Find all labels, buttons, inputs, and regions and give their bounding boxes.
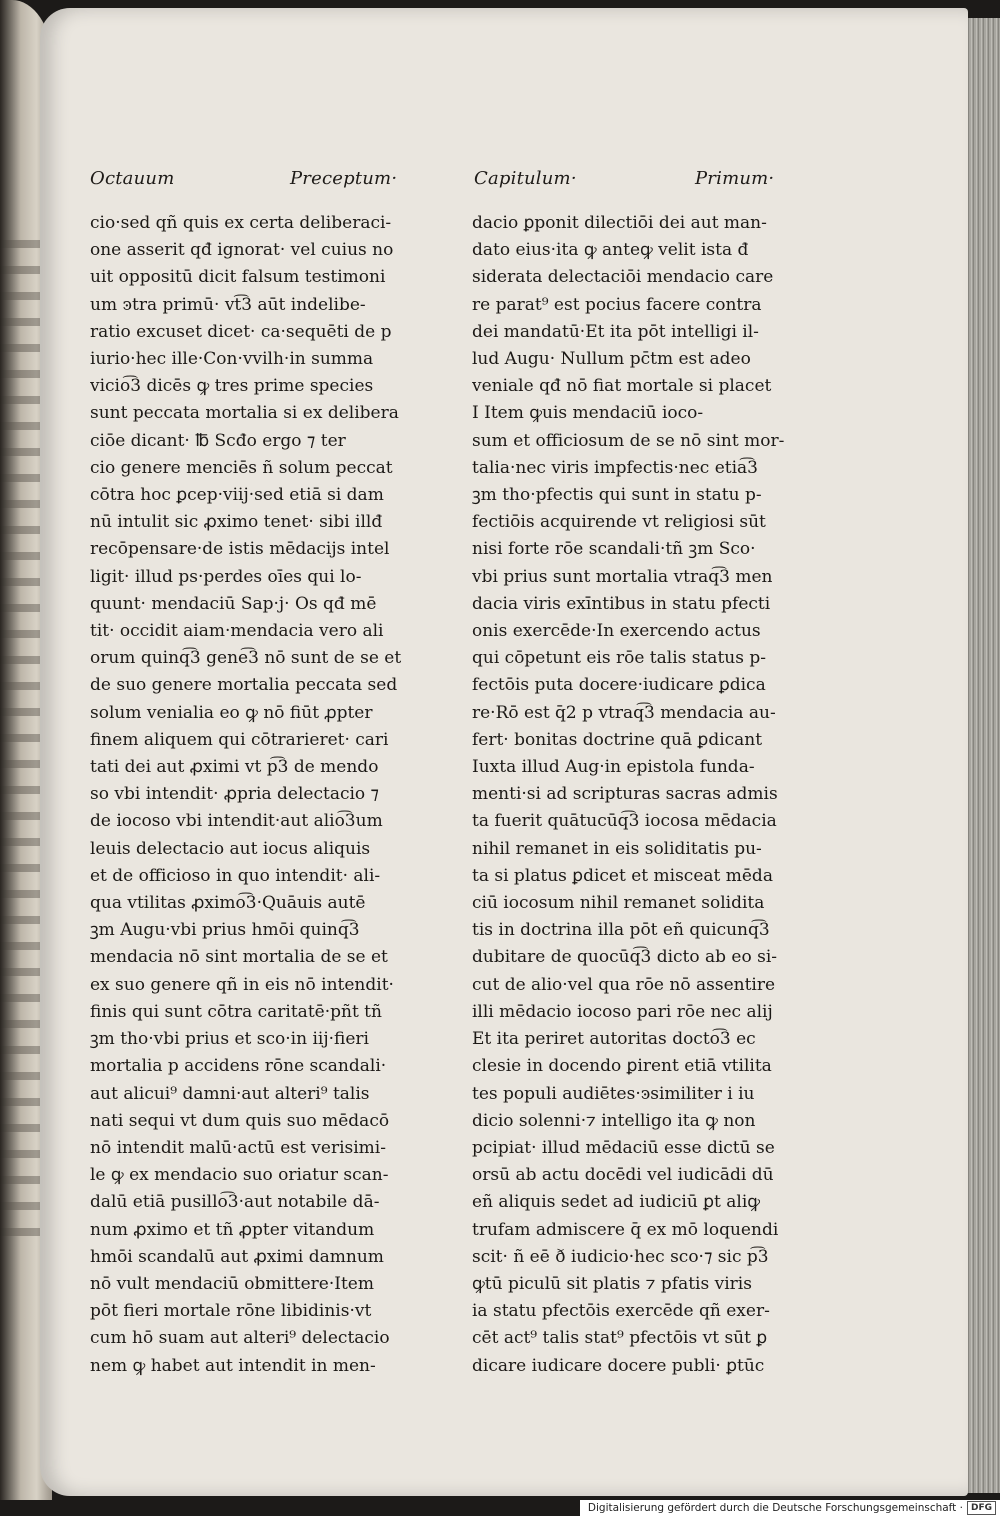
right-column-line: ciū iocosum nihil remanet solidita [472,893,765,914]
right-column-line: orsū ab actu docēdi vel iudicādi dū [472,1165,774,1186]
right-column-line: dacia viris exīntibus in statu pfecti [472,593,771,614]
left-column-line: ex suo genere qñ in eis nō intendit· [90,974,394,995]
left-column-line: so vbi intendit· ꝓpria delectacio ⁊ [90,784,379,805]
dfg-logo: DFG [967,1501,996,1515]
right-column-line: ꝙtū piculū sit platis ⁊ pfatis viris [472,1273,752,1294]
right-column-line: ꝫm tho·pfectis qui sunt in statu p- [472,485,762,506]
left-column-line: um ͽtra primū· vt͡3 aūt indelibe- [90,294,366,315]
right-column-line: fectiōis acquirende vt religiosi sūt [472,512,766,533]
left-column-line: ꝫm Augu·vbi prius hmōi quinq͡3 [90,920,360,941]
right-column-line: nihil remanet in eis soliditatis pu- [472,838,762,859]
right-column-line: trufam admiscere q̄ ex mō loquendi [472,1219,779,1240]
right-column-line: dei mandatū·Et ita pōt intelligi il- [472,321,759,342]
right-column-line: cut de alio·vel qua rōe nō assentire [472,974,776,995]
right-column-line: Et ita periret autoritas docto͡3 ec [472,1029,756,1050]
left-column-line: hmōi scandalū aut ꝓximi damnum [90,1246,384,1267]
left-column-line: sunt peccata mortalia si ex delibera [90,403,399,424]
right-column-line: ia statu pfectōis exercēde qñ exer- [472,1301,770,1322]
left-column-line: mortalia p accidens rōne scandali· [90,1056,387,1077]
left-column-line: vicio͡3 dicēs ꝙ tres prime species [90,376,374,397]
left-column-line: qua vtilitas ꝓximo͡3·Quāuis autē [90,893,366,914]
right-column-line: sum et officiosum de se nō sint mor- [472,430,785,451]
right-column-line: re parat⁹ est pocius facere contra [472,294,762,315]
right-column-line: cēt act⁹ talis stat⁹ pfectōis vt sūt ꝑ [472,1328,768,1349]
right-text-column [472,210,812,1380]
right-column-line: qui cōpetunt eis rōe talis status p- [472,648,766,669]
right-column-line: tis in doctrina illa pōt eñ quicunq͡3 [472,920,770,941]
right-column-line: nisi forte rōe scandali·tñ ꝫm Sco· [472,539,756,560]
left-column-line: num ꝓximo et tñ ꝓpter vitandum [90,1219,375,1240]
right-column-line: ta si platus ꝑdicet et misceat mēda [472,865,773,886]
left-column-line: et de officioso in quo intendit· ali- [90,865,381,886]
left-column-line: dalū etiā pusillo͡3·aut notabile dā- [90,1192,380,1213]
left-column-line: mendacia nō sint mortalia de se et [90,947,388,968]
right-column-line: Iuxta illud Aug·in epistola funda- [472,757,755,778]
left-column-line: cum hō suam aut alteri⁹ delectacio [90,1328,390,1349]
running-head-capitulum: Capitulum· [474,168,577,189]
left-column-line: de suo genere mortalia peccata sed [90,675,398,696]
right-column-line: talia·nec viris impfectis·nec etia͡3 [472,457,758,478]
right-column-line: eñ aliquis sedet ad iudiciū ꝑt aliꝙ [472,1192,761,1213]
right-column-line: siderata delectaciōi mendacio care [472,267,774,288]
left-column-line: nō intendit malū·actū est verisimi- [90,1137,386,1158]
running-head-preceptum: Preceptum· [290,168,398,189]
left-column-line: quunt· mendaciū Sap·j· Os qđ mē [90,593,377,614]
left-column-line: nati sequi vt dum quis suo mēdacō [90,1110,390,1131]
right-column-line: fectōis puta docere·iudicare ꝑdica [472,675,766,696]
right-column-line: onis exercēde·In exercendo actus [472,621,761,642]
left-column-line: finem aliquem qui cōtrarieret· cari [90,729,389,750]
left-column-line: solum venialia eo ꝙ nō fiūt ꝓpter [90,702,373,723]
running-head-octauum: Octauum [90,168,175,189]
right-column-line: illi mēdacio iocoso pari rōe nec alij [472,1001,773,1022]
right-column-line: dicare iudicare docere publi· ꝑtūc [472,1355,765,1376]
right-column-line: menti·si ad scripturas sacras admis [472,784,778,805]
left-column-line: one asserit qđ ignorat· vel cuius no [90,240,394,261]
right-column-line: dato eius·ita ꝙ anteꝙ velit ista đ [472,240,749,261]
left-column-line: ratio excuset dicet· ca·sequēti de p [90,321,392,342]
left-column-line: tit· occidit aiam·mendacia vero ali [90,621,384,642]
left-column-line: tati dei aut ꝓximi vt p͡3 de mendo [90,757,379,778]
running-head-primum: Primum· [695,168,775,189]
right-column-line: fert· bonitas doctrine quā ꝑdicant [472,729,763,750]
right-column-line: re·Rō est q̄2 p vtraq͡3 mendacia au- [472,702,776,723]
left-text-column [90,210,430,1380]
left-column-line: cio·sed qñ quis ex certa deliberaci- [90,213,392,233]
right-column-line: lud Augu· Nullum pc̄tm est adeo [472,349,751,370]
left-column-line: le ꝙ ex mendacio suo oriatur scan- [90,1165,389,1186]
right-column-line: vbi prius sunt mortalia vtraq͡3 men [472,566,773,587]
left-column-line: finis qui sunt cōtra caritatē·pñt tñ [90,1001,382,1022]
right-column-line: tes populi audiētes·ͽsimiliter i iu [472,1083,755,1104]
right-column-line: scit· ñ eē ð iudicio·hec sco·⁊ sic p͡3 [472,1246,769,1267]
left-column-line: pōt fieri mortale rōne libidinis·vt [90,1301,372,1322]
left-column-line: iurio·hec ille·Con·vvilh·in summa [90,349,374,370]
right-column-line: dicio solenni·⁊ intelligo ita ꝙ non [472,1110,756,1131]
left-column-line: leuis delectacio aut iocus aliquis [90,838,371,859]
left-column-line: nō vult mendaciū obmittere·Item [90,1273,374,1294]
digitization-footer [580,1500,1000,1516]
left-column-line: nū intulit sic ꝓximo tenet· sibi illđ [90,512,383,533]
left-column-line: cio genere menciēs ñ solum peccat [90,457,393,478]
left-column-line: uit oppositū dicit falsum testimoni [90,267,386,288]
right-column-line: pcipiat· illud mēdaciū esse dictū se [472,1137,775,1158]
left-column-line: de iocoso vbi intendit·aut alio͡3um [90,811,383,832]
left-column-line: ciōe dicant· ℔ Scđo ergo ⁊ ter [90,430,346,451]
left-column-line: orum quinq͡3 gene͡3 nō sunt de se et [90,648,402,669]
right-column-line: veniale qđ nō fiat mortale si placet [472,376,772,397]
footer-credit-text: Digitalisierung gefördert durch die Deutsche Forschungsgemeinschaft · [587,1502,963,1514]
left-column-line: recōpensare·de istis mēdacijs intel [90,539,390,560]
left-column-line: cōtra hoc ꝑcep·viij·sed etiā si dam [90,485,384,506]
right-column-line: clesie in docendo ꝑirent etiā vtilita [472,1056,772,1077]
right-column-line: dubitare de quocūq͡3 dicto ab eo si- [472,947,778,968]
left-column-line: ꝫm tho·vbi prius et sco·in iij·fieri [90,1029,369,1050]
left-column-line: ligit· illud ps·perdes oīes qui lo- [90,566,362,587]
left-column-line: aut alicui⁹ damni·aut alteri⁹ talis [90,1083,370,1104]
right-column-line: ta fuerit quātucūq͡3 iocosa mēdacia [472,811,777,832]
right-column-line: dacio ꝑponit dilectiōi dei aut man- [472,213,767,233]
right-column-line: I Item ꝙuis mendaciū ioco- [472,403,704,424]
left-column-line: nem ꝙ habet aut intendit in men- [90,1355,376,1376]
